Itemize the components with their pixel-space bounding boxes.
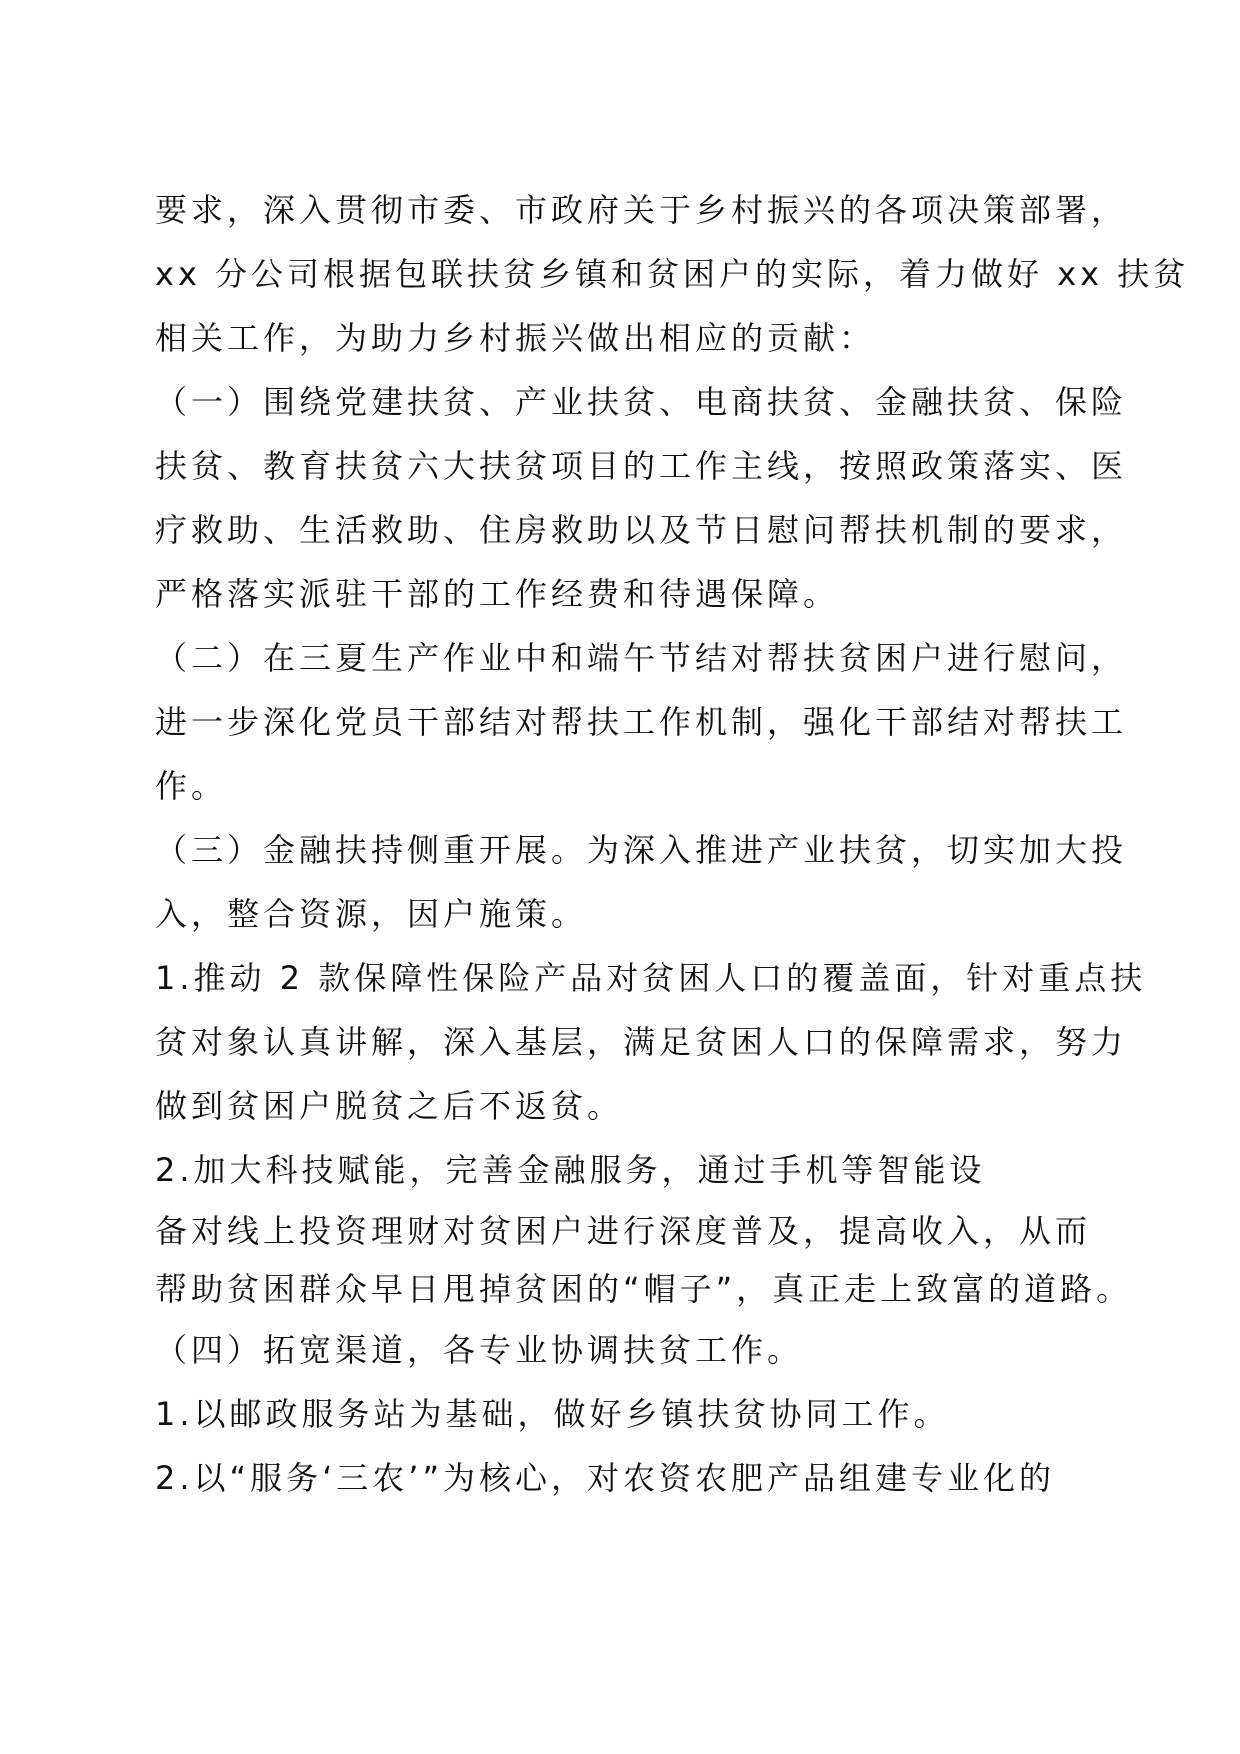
text-line: 入，整合资源，因户施策。	[155, 895, 588, 933]
text-line: 1.以邮政服务站为基础，做好乡镇扶贫协同工作。	[155, 1395, 950, 1433]
text-line: 2.以“服务‘三农’”为核心，对农资农肥产品组建专业化的	[155, 1459, 1056, 1497]
text-line: 相关工作，为助力乡村振兴做出相应的贡献：	[155, 319, 876, 357]
document-body	[155, 178, 1190, 1510]
text-line: （二）在三夏生产作业中和端午节结对帮扶贫困户进行慰问，	[155, 639, 1128, 677]
text-line: 备对线上投资理财对贫困户进行深度普及，提高收入，从而	[155, 1212, 1092, 1250]
text-line: 贫对象认真讲解，深入基层，满足贫困人口的保障需求，努力	[155, 1023, 1128, 1061]
text-line: 要求，深入贯彻市委、市政府关于乡村振兴的各项决策部署，	[155, 191, 1128, 229]
text-line: 帮助贫困群众早日甩掉贫困的“帽子”，真正走上致富的道路。	[155, 1270, 1133, 1308]
text-line: 疗救助、生活救助、住房救助以及节日慰问帮扶机制的要求，	[155, 511, 1128, 549]
text-line: 做到贫困户脱贫之后不返贫。	[155, 1087, 624, 1125]
text-line: （四）拓宽渠道，各专业协调扶贫工作。	[155, 1331, 804, 1369]
text-line: 进一步深化党员干部结对帮扶工作机制，强化干部结对帮扶工	[155, 703, 1128, 741]
text-line: xx 分公司根据包联扶贫乡镇和贫困户的实际，着力做好 xx 扶贫	[155, 255, 1190, 293]
text-line: （三）金融扶持侧重开展。为深入推进产业扶贫，切实加大投	[155, 831, 1128, 869]
text-line: 1.推动 2 款保障性保险产品对贫困人口的覆盖面，针对重点扶	[155, 959, 1147, 997]
text-line: 严格落实派驻干部的工作经费和待遇保障。	[155, 575, 840, 613]
text-line: （一）围绕党建扶贫、产业扶贫、电商扶贫、金融扶贫、保险	[155, 383, 1128, 421]
text-line: 扶贫、教育扶贫六大扶贫项目的工作主线，按照政策落实、医	[155, 447, 1128, 485]
text-line: 2.加大科技赋能，完善金融服务，通过手机等智能设	[155, 1151, 986, 1189]
text-line: 作。	[155, 767, 228, 805]
